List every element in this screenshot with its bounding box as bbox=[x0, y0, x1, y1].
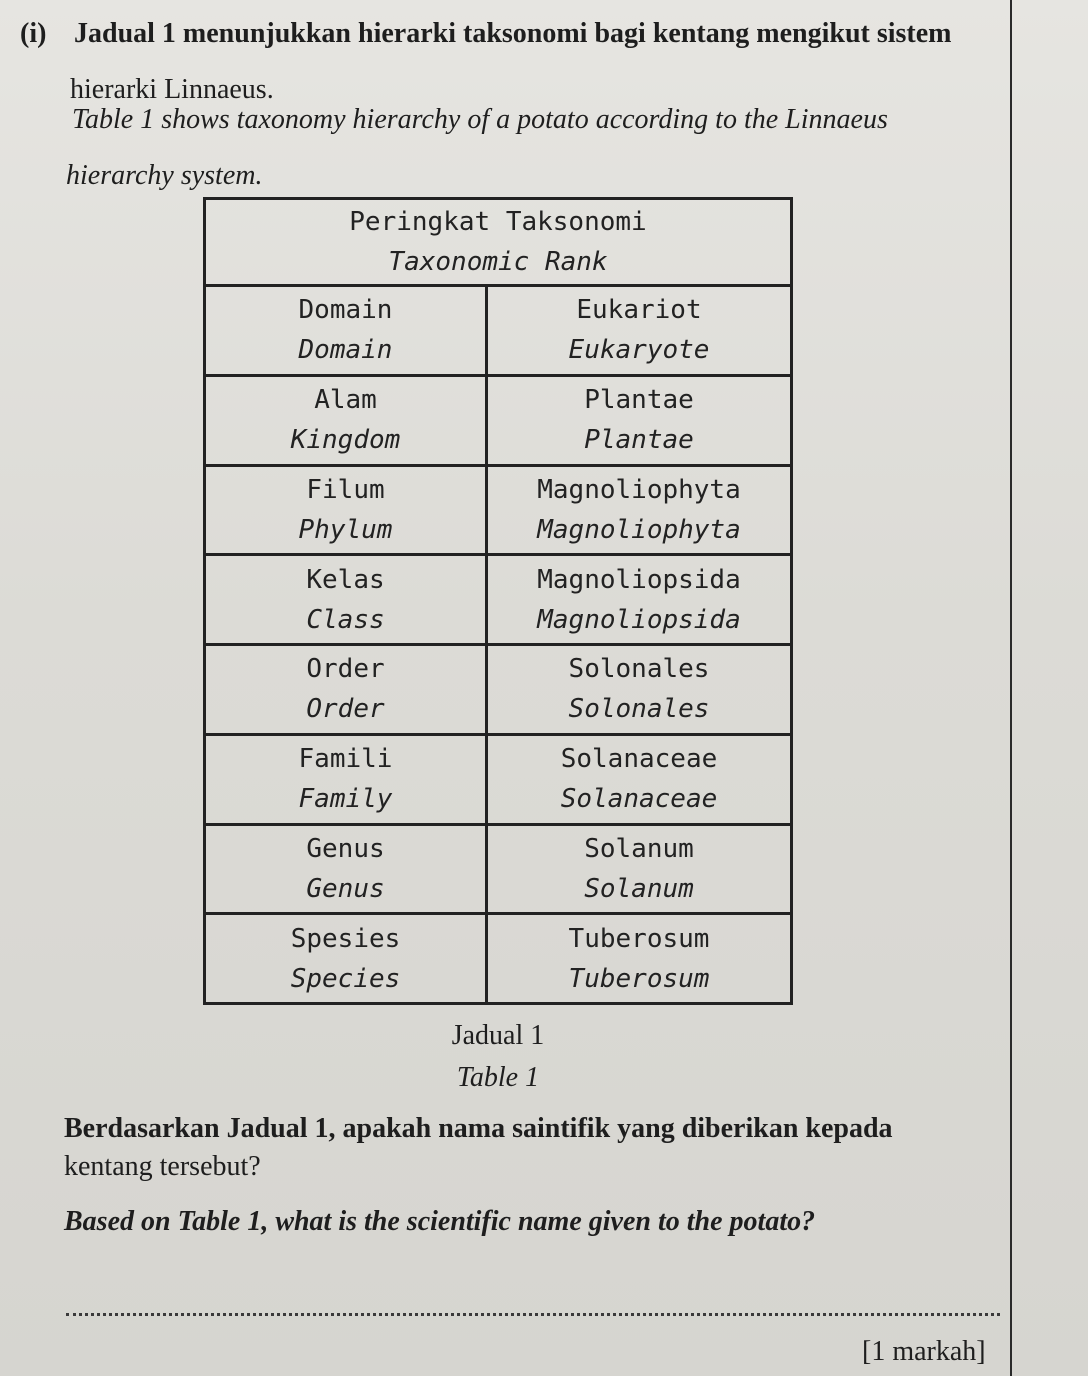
rank-malay: Spesies bbox=[290, 923, 401, 954]
value-cell bbox=[487, 645, 792, 735]
intro-malay-line-1: Jadual 1 menunjukkan hierarki taksonomi bagi kentang mengikut sistem bbox=[74, 18, 952, 49]
rank-english: Species bbox=[290, 963, 401, 994]
prompt-english: Based on Table 1, what is the scientific name given to the potato? bbox=[64, 1206, 816, 1237]
header-malay: Peringkat Taksonomi bbox=[349, 207, 647, 237]
table-header-row bbox=[205, 199, 792, 286]
table-row bbox=[205, 824, 792, 914]
prompt-malay-line-2: kentang tersebut? bbox=[64, 1151, 261, 1182]
rank-english: Genus bbox=[306, 873, 385, 904]
marks-label: [1 markah] bbox=[862, 1336, 986, 1367]
value-malay: Solanaceae bbox=[560, 744, 718, 775]
table-row bbox=[205, 286, 792, 376]
intro-malay-line-2: hierarki Linnaeus. bbox=[70, 74, 274, 105]
rank-cell bbox=[205, 914, 487, 1004]
table-row bbox=[205, 555, 792, 645]
value-malay: Solanum bbox=[584, 833, 694, 864]
value-malay: Solonales bbox=[568, 654, 710, 685]
rank-cell bbox=[205, 465, 487, 555]
value-cell bbox=[487, 734, 792, 824]
intro-english-line-1: Table 1 shows taxonomy hierarchy of a potato according to the Linnaeus bbox=[72, 104, 888, 135]
rank-malay: Alam bbox=[314, 385, 377, 416]
value-cell bbox=[487, 555, 792, 645]
value-malay: Tuberosum bbox=[568, 923, 710, 954]
intro-english-line-2: hierarchy system. bbox=[66, 160, 263, 191]
rank-cell bbox=[205, 734, 487, 824]
rank-cell bbox=[205, 375, 487, 465]
prompt-malay-line-1: Berdasarkan Jadual 1, apakah nama saintifik yang diberikan kepada bbox=[64, 1113, 893, 1144]
rank-english: Domain bbox=[298, 335, 393, 366]
rank-malay: Filum bbox=[306, 474, 385, 505]
rank-english: Class bbox=[306, 604, 385, 635]
table-header bbox=[205, 199, 792, 286]
value-cell bbox=[487, 914, 792, 1004]
rank-english: Phylum bbox=[298, 514, 393, 545]
rank-malay: Order bbox=[306, 654, 385, 685]
question-number: (i) bbox=[20, 18, 47, 49]
rank-malay: Domain bbox=[298, 295, 393, 326]
value-english: Eukaryote bbox=[568, 335, 710, 366]
table-row bbox=[205, 734, 792, 824]
value-english: Plantae bbox=[584, 425, 694, 456]
value-english: Solanum bbox=[584, 873, 694, 904]
value-cell bbox=[487, 824, 792, 914]
answer-line[interactable] bbox=[66, 1313, 1000, 1316]
value-english: Magnoliophyta bbox=[537, 514, 741, 545]
rank-cell bbox=[205, 645, 487, 735]
rank-cell bbox=[205, 555, 487, 645]
value-english: Tuberosum bbox=[568, 963, 710, 994]
table-caption-english: Table 1 bbox=[456, 1062, 540, 1093]
value-english: Solonales bbox=[568, 694, 710, 725]
value-english: Solanaceae bbox=[560, 784, 718, 815]
table-row bbox=[205, 375, 792, 465]
table-caption-malay: Jadual 1 bbox=[451, 1020, 545, 1051]
rank-cell bbox=[205, 824, 487, 914]
header-english: Taxonomic Rank bbox=[388, 247, 608, 277]
value-cell bbox=[487, 286, 792, 376]
value-malay: Magnoliopsida bbox=[537, 564, 741, 595]
value-cell bbox=[487, 465, 792, 555]
rank-malay: Kelas bbox=[306, 564, 385, 595]
taxonomy-table bbox=[203, 197, 793, 1005]
rank-english: Kingdom bbox=[290, 425, 401, 456]
margin-rule bbox=[1010, 0, 1012, 1376]
table-row bbox=[205, 914, 792, 1004]
table-row bbox=[205, 645, 792, 735]
value-english: Magnoliopsida bbox=[537, 604, 741, 635]
rank-malay: Genus bbox=[306, 833, 385, 864]
value-malay: Plantae bbox=[584, 385, 694, 416]
table-row bbox=[205, 465, 792, 555]
value-malay: Eukariot bbox=[576, 295, 702, 326]
rank-english: Order bbox=[306, 694, 385, 725]
value-cell bbox=[487, 375, 792, 465]
rank-malay: Famili bbox=[298, 744, 393, 775]
value-malay: Magnoliophyta bbox=[537, 474, 741, 505]
rank-cell bbox=[205, 286, 487, 376]
rank-english: Family bbox=[298, 784, 393, 815]
